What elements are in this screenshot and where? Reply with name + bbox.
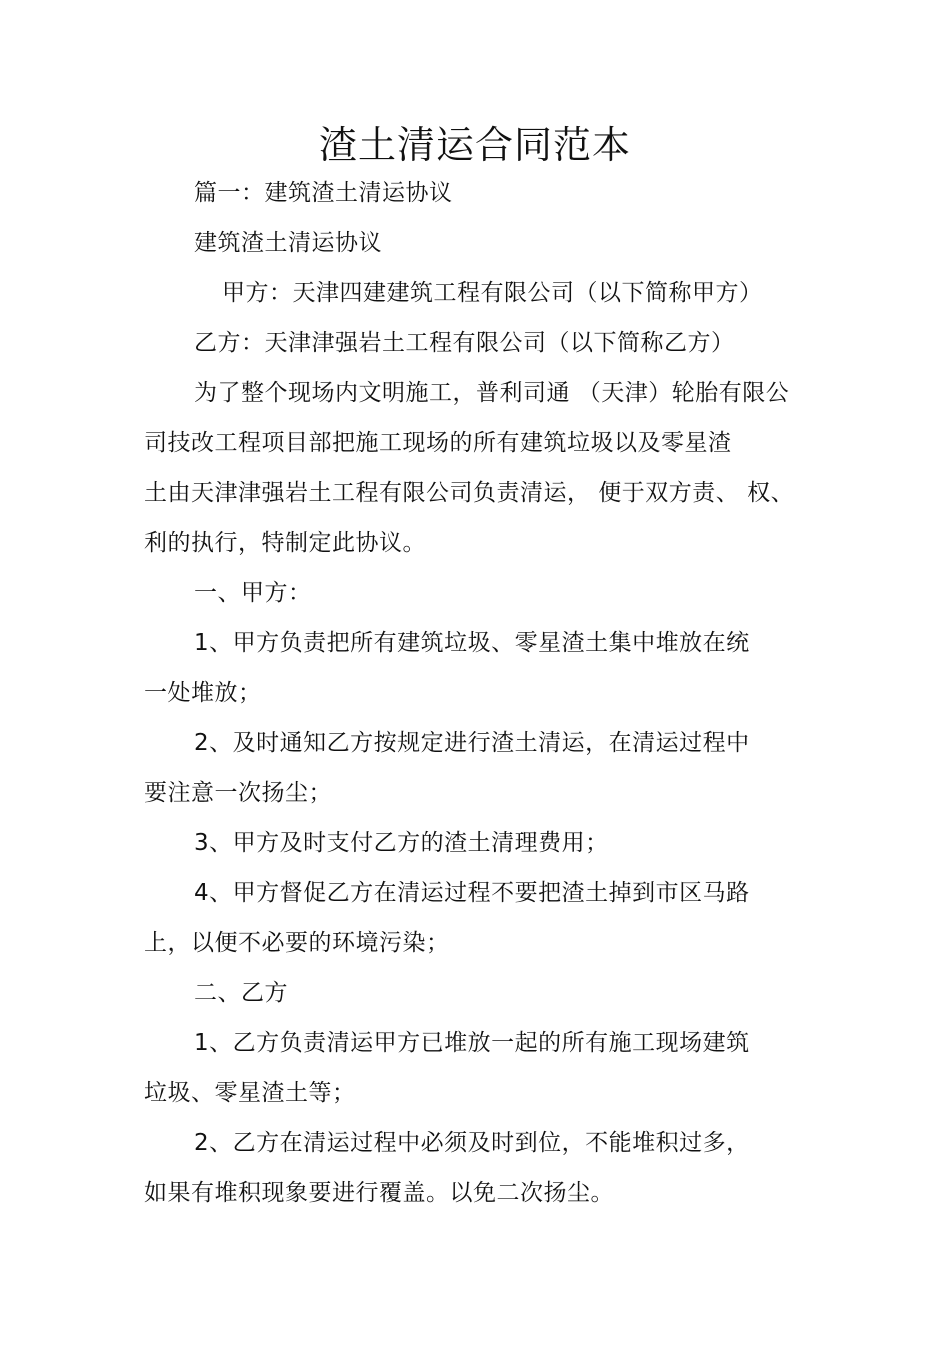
clause-line: 2、乙方在清运过程中必须及时到位，不能堆积过多， [194,1130,750,1156]
clause-line: 1、乙方负责清运甲方已堆放一起的所有施工现场建筑 [194,1030,750,1056]
clause-line: 一处堆放； [144,680,262,706]
section-heading: 篇一：建筑渣土清运协议 [194,180,453,206]
party-a-heading: 一、甲方： [194,580,312,606]
preamble-line: 为了整个现场内文明施工，普利司通 （天津）轮胎有限公 [194,380,790,406]
document-title: 渣土清运合同范本 [318,123,631,167]
party-a: 甲方：天津四建建筑工程有限公司（以下简称甲方） [222,280,763,306]
clause-line: 垃圾、零星渣土等； [144,1080,356,1106]
clause-line: 上，以便不必要的环境污染； [144,930,450,956]
clause-line: 1、甲方负责把所有建筑垃圾、零星渣土集中堆放在统 [194,630,750,656]
clause-line: 如果有堆积现象要进行覆盖。以免二次扬尘。 [144,1180,614,1206]
preamble-line: 土由天津津强岩土工程有限公司负责清运， 便于双方责、 权、 [144,480,795,506]
clause-line: 2、及时通知乙方按规定进行渣土清运，在清运过程中 [194,730,750,756]
party-b-heading: 二、乙方 [194,980,288,1006]
clause-line: 3、甲方及时支付乙方的渣土清理费用； [194,830,609,856]
preamble-line: 利的执行，特制定此协议。 [144,530,426,556]
agreement-title: 建筑渣土清运协议 [194,230,382,256]
clause-line: 要注意一次扬尘； [144,780,332,806]
party-b: 乙方：天津津强岩土工程有限公司（以下简称乙方） [194,330,735,356]
clause-line: 4、甲方督促乙方在清运过程不要把渣土掉到市区马路 [194,880,750,906]
preamble-line: 司技改工程项目部把施工现场的所有建筑垃圾以及零星渣 [144,430,732,456]
